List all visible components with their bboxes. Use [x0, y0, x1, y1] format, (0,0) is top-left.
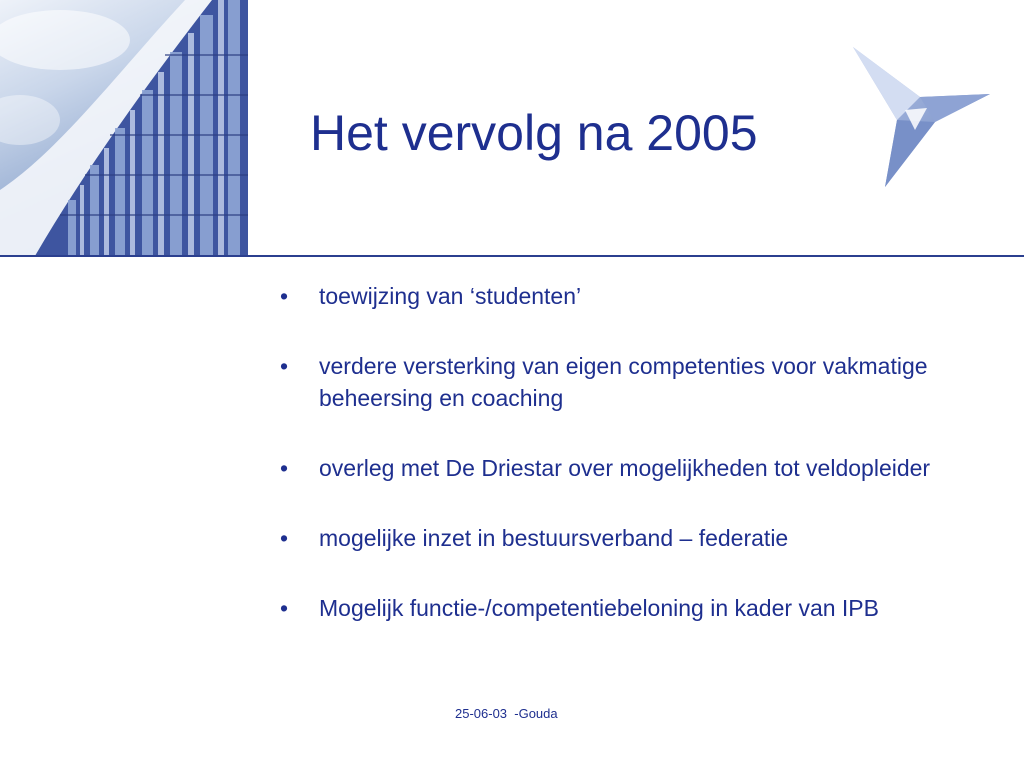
bullet-item [280, 522, 980, 554]
bullet-item [280, 592, 980, 624]
header-divider [0, 255, 1024, 257]
bullet-list [280, 280, 980, 662]
slide-footer: 25-06-03 -Gouda [455, 706, 558, 721]
bullet-text: Mogelijk functie-/competentiebeloning in kader van IPB [319, 595, 879, 621]
logo-icon [845, 42, 995, 192]
bullet-text: mogelijke inzet in bestuursverband – federatie [319, 525, 789, 551]
bullet-marker: • [280, 283, 289, 309]
bullet-marker: • [280, 595, 289, 621]
bullet-marker: • [280, 525, 289, 551]
bullet-item [280, 452, 980, 484]
building-photo [0, 0, 248, 256]
bullet-text: overleg met De Driestar over mogelijkheden tot veldopleider [319, 455, 931, 481]
building-facade-graphic [0, 0, 248, 256]
bullet-text: toewijzing van ‘studenten’ [319, 283, 582, 309]
bullet-text: verdere versterking van eigen competenties voor vakmatige beheersing en coaching [319, 353, 928, 411]
bullet-marker: • [280, 455, 289, 481]
bullet-item [280, 280, 980, 312]
slide-title: Het vervolg na 2005 [310, 105, 758, 161]
bullet-item [280, 350, 980, 414]
bullet-marker: • [280, 353, 289, 379]
